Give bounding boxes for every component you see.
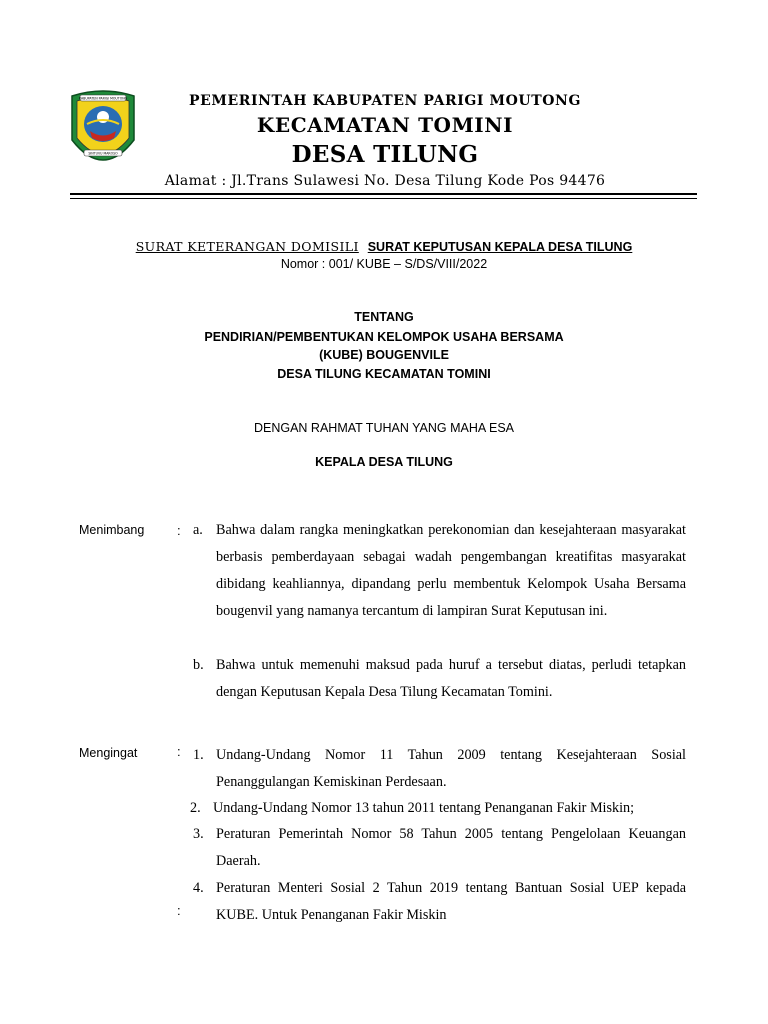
- mengingat-1-marker: 1.: [193, 747, 204, 763]
- subject-domicile: SURAT KETERANGAN DOMISILI: [135, 239, 359, 254]
- menimbang-a-text: Bahwa dalam rangka meningkatkan perekonomian dan kesejahteraan masyarakat berbasis pemberdayaan sebagai wadah pengembangan kreatifitas masyarakat dibidang keahliannya, dipandang perlu membentuk Kelompok Usaha Bersama bougenvil yang namanya tercantum di lampiran Surat Keputusan ini.: [216, 522, 686, 619]
- header-rule-thin: [70, 198, 697, 199]
- subject-decree: SURAT KEPUTUSAN KEPALA DESA TILUNG: [367, 240, 633, 254]
- mengingat-1-text: Undang-Undang Nomor 11 Tahun 2009 tentang Kesejahteraan Sosial Penanggulangan Kemiskinan Perdesaan.: [216, 747, 686, 790]
- tentang-line-2: (KUBE) BOUGENVILE: [319, 348, 449, 362]
- mengingat-colon: :: [177, 744, 181, 759]
- header-address: Alamat : Jl.Trans Sulawesi No. Desa Tilung Kode Pos 94476: [164, 173, 606, 189]
- tentang-line-3: DESA TILUNG KECAMATAN TOMINI: [277, 367, 491, 381]
- header-government-line: PEMERINTAH KABUPATEN PARIGI MOUTONG: [188, 93, 582, 109]
- tentang-line-1: PENDIRIAN/PEMBENTUKAN KELOMPOK USAHA BERSAMA: [204, 330, 564, 344]
- mengingat-2-text: Undang-Undang Nomor 13 tahun 2011 tentang Penanganan Fakir Miskin;: [213, 800, 635, 816]
- mengingat-label: Mengingat: [79, 746, 138, 760]
- mengingat-4-text: Peraturan Menteri Sosial 2 Tahun 2019 tentang Bantuan Sosial UEP kepada KUBE. Untuk Penanganan Fakir Miskin: [216, 880, 686, 923]
- header-village-line: DESA TILUNG: [291, 141, 479, 168]
- mengingat-3-marker: 3.: [193, 826, 204, 842]
- document-subject: [0, 238, 768, 256]
- mengingat-3-text: Peraturan Pemerintah Nomor 58 Tahun 2005 tentang Pengelolaan Keuangan Daerah.: [216, 826, 686, 869]
- mengingat-4-marker: 4.: [193, 880, 204, 896]
- mengingat-2-marker: 2.: [190, 800, 201, 816]
- rahmat-line: DENGAN RAHMAT TUHAN YANG MAHA ESA: [253, 421, 514, 435]
- logo-top-banner-text: KABUPATEN PARIGI MOUTONG: [78, 96, 128, 101]
- header-district-line: KECAMATAN TOMINI: [256, 113, 514, 137]
- kepala-desa-line: KEPALA DESA TILUNG: [315, 455, 453, 469]
- header-rule-thick: [70, 193, 697, 195]
- logo-bottom-banner-text: SINTUVU MAROSO: [88, 151, 118, 156]
- mengingat-colon-secondary: :: [177, 903, 181, 918]
- tentang-heading: TENTANG: [354, 310, 414, 324]
- regency-emblem-logo: [68, 88, 138, 174]
- menimbang-a-marker: a.: [193, 522, 203, 538]
- menimbang-colon: :: [177, 523, 181, 538]
- menimbang-b-marker: b.: [193, 657, 204, 673]
- document-number: Nomor : 001/ KUBE – S/DS/VIII/2022: [280, 257, 488, 271]
- menimbang-b-text: Bahwa untuk memenuhi maksud pada huruf a tersebut diatas, perludi tetapkan dengan Keputusan Kepala Desa Tilung Kecamatan Tomini.: [216, 657, 686, 700]
- menimbang-label: Menimbang: [79, 523, 145, 537]
